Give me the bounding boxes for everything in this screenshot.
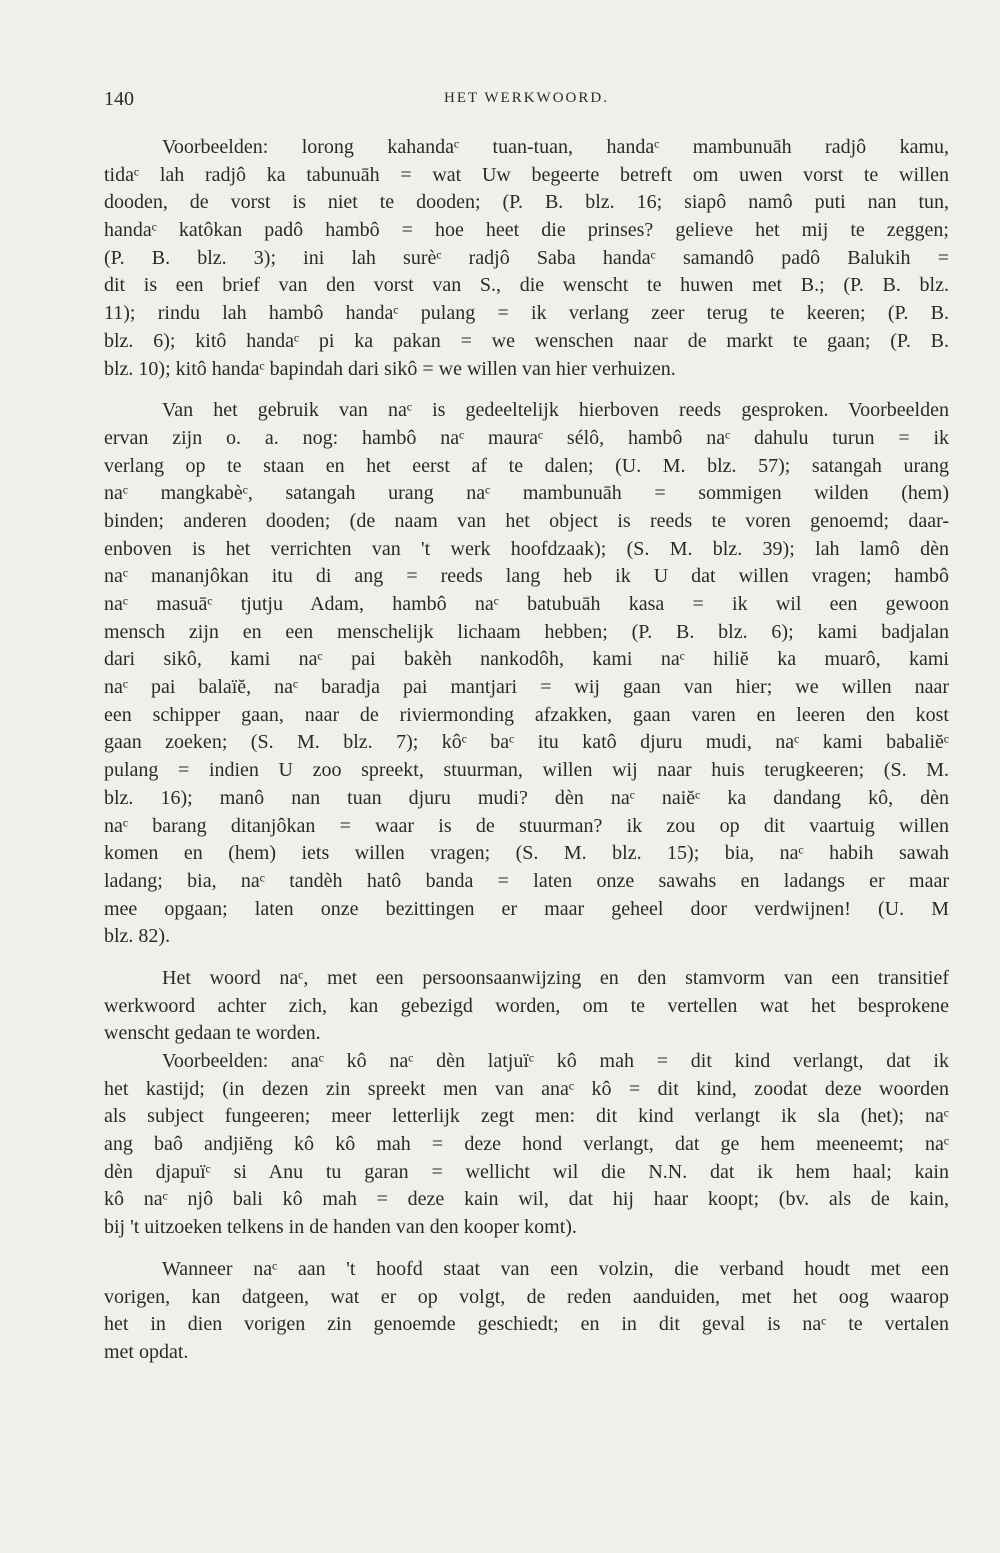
text-line: werkwoord achter zich, kan gebezigd worden, om te vertellen wat het besprokene: [104, 994, 949, 1017]
paragraph-gap: [104, 383, 949, 397]
text-line: wenscht gedaan te worden.: [104, 1022, 321, 1045]
paragraph: [104, 965, 949, 1242]
text-line: naᶜ pai balaïĕ, naᶜ baradja pai mantjari = wij gaan van hier; we willen naar: [104, 676, 949, 699]
text-line: Van het gebruik van naᶜ is gedeeltelijk hierboven reeds gesproken. Voorbeelden: [162, 399, 949, 422]
paragraph: [104, 134, 949, 383]
text-line: vorigen, kan datgeen, wat er op volgt, de reden aanduiden, met het oog waarop: [104, 1285, 949, 1308]
text-line: blz. 6); kitô handaᶜ pi ka pakan = we wenschen naar de markt te gaan; (P. B.: [104, 329, 949, 352]
text-line: 11); rindu lah hambô handaᶜ pulang = ik verlang zeer terug te keeren; (P. B.: [104, 302, 949, 325]
text-line: ladang; bia, naᶜ tandèh hatô banda = laten onze sawahs en ladangs er maar: [104, 869, 949, 892]
text-line: bij 't uitzoeken telkens in de handen van den kooper komt).: [104, 1216, 577, 1239]
text-line: mee opgaan; laten onze bezittingen er maar geheel door verdwijnen! (U. M: [104, 897, 949, 920]
body-text: [104, 134, 949, 1367]
text-line: handaᶜ katôkan padô hambô = hoe heet die prinses? gelieve het mij te zeggen;: [104, 219, 949, 242]
text-line: met opdat.: [104, 1340, 189, 1363]
text-line: blz. 10); kitô handaᶜ bapindah dari sikô = we willen van hier verhuizen.: [104, 357, 676, 380]
paragraph: [104, 397, 949, 951]
text-line: gaan zoeken; (S. M. blz. 7); kôᶜ baᶜ itu katô djuru mudi, naᶜ kami babaliĕᶜ: [104, 731, 949, 754]
text-line: komen en (hem) iets willen vragen; (S. M. blz. 15); bia, naᶜ habih sawah: [104, 842, 949, 865]
text-line: als subject fungeeren; meer letterlijk zegt men: dit kind verlangt ik sla (het); naᶜ: [104, 1105, 949, 1128]
running-title: HET WERKWOORD.: [444, 90, 609, 106]
text-line: kô naᶜ njô bali kô mah = deze kain wil, dat hij haar koopt; (bv. als de kain,: [104, 1188, 949, 1211]
text-line: het in dien vorigen zin genoemde geschiedt; en in dit geval is naᶜ te vertalen: [104, 1313, 949, 1336]
text-line: ervan zijn o. a. nog: hambô naᶜ mauraᶜ sélô, hambô naᶜ dahulu turun = ik: [104, 426, 949, 449]
text-line: dari sikô, kami naᶜ pai bakèh nankodôh, kami naᶜ hiliĕ ka muarô, kami: [104, 648, 949, 671]
paragraph-gap: [104, 1242, 949, 1256]
text-line: Het woord naᶜ, met een persoonsaanwijzing en den stamvorm van een transitief: [162, 966, 949, 989]
text-line: dooden, de vorst is niet te dooden; (P. B. blz. 16; siapô namô puti nan tun,: [104, 191, 949, 214]
text-line: naᶜ masuāᶜ tjutju Adam, hambô naᶜ batubuāh kasa = ik wil een gewoon: [104, 593, 949, 615]
text-line: het kastijd; (in dezen zin spreekt men van anaᶜ kô = dit kind, zoodat deze woorden: [104, 1077, 949, 1100]
text-line: dit is een brief van den vorst van S., die wenscht te huwen met B.; (P. B. blz.: [104, 274, 949, 297]
text-line: (P. B. blz. 3); ini lah surèᶜ radjô Saba handaᶜ samandô padô Balukih =: [104, 246, 949, 269]
text-line: enboven is het verrichten van 't werk hoofdzaak); (S. M. blz. 39); lah lamô dèn: [104, 537, 949, 560]
text-line: een schipper gaan, naar de riviermonding afzakken, gaan varen en leeren den kost: [104, 703, 949, 726]
text-line: naᶜ mananjôkan itu di ang = reeds lang heb ik U dat willen vragen; hambô: [104, 565, 949, 588]
text-line: pulang = indien U zoo spreekt, stuurman, willen wij naar huis terugkeeren; (S. M.: [104, 759, 949, 782]
paragraph: [104, 1256, 949, 1367]
text-line: tidaᶜ lah radjô ka tabunuāh = wat Uw begeerte betreft om uwen vorst te willen: [104, 163, 949, 186]
text-line: Voorbeelden: anaᶜ kô naᶜ dèn latjuïᶜ kô mah = dit kind verlangt, dat ik: [162, 1050, 949, 1072]
text-line: Voorbeelden: lorong kahandaᶜ tuan-tuan, handaᶜ mambunuāh radjô kamu,: [162, 136, 949, 158]
text-line: Wanneer naᶜ aan 't hoofd staat van een volzin, die verband houdt met een: [162, 1257, 949, 1280]
text-line: blz. 16); manô nan tuan djuru mudi? dèn naᶜ naiĕᶜ ka dandang kô, dèn: [104, 786, 949, 809]
text-line: ang baô andjiĕng kô kô mah = deze hond verlangt, dat ge hem meeneemt; naᶜ: [104, 1133, 949, 1156]
paragraph-gap: [104, 951, 949, 965]
text-line: mensch zijn en een menschelijk lichaam hebben; (P. B. blz. 6); kami badjalan: [104, 620, 949, 643]
page-header: [104, 88, 949, 116]
text-line: binden; anderen dooden; (de naam van het object is reeds te voren genoemd; daar-: [104, 509, 949, 532]
text-line: verlang op te staan en het eerst af te dalen; (U. M. blz. 57); satangah urang: [104, 454, 949, 477]
text-line: dèn djapuïᶜ si Anu tu garan = wellicht wil die N.N. dat ik hem haal; kain: [104, 1160, 949, 1183]
text-line: naᶜ mangkabèᶜ, satangah urang naᶜ mambunuāh = sommigen wilden (hem): [104, 482, 949, 505]
page-number: 140: [104, 88, 134, 110]
text-line: naᶜ barang ditanjôkan = waar is de stuurman? ik zou op dit vaartuig willen: [104, 814, 949, 837]
text-line: blz. 82).: [104, 925, 171, 948]
